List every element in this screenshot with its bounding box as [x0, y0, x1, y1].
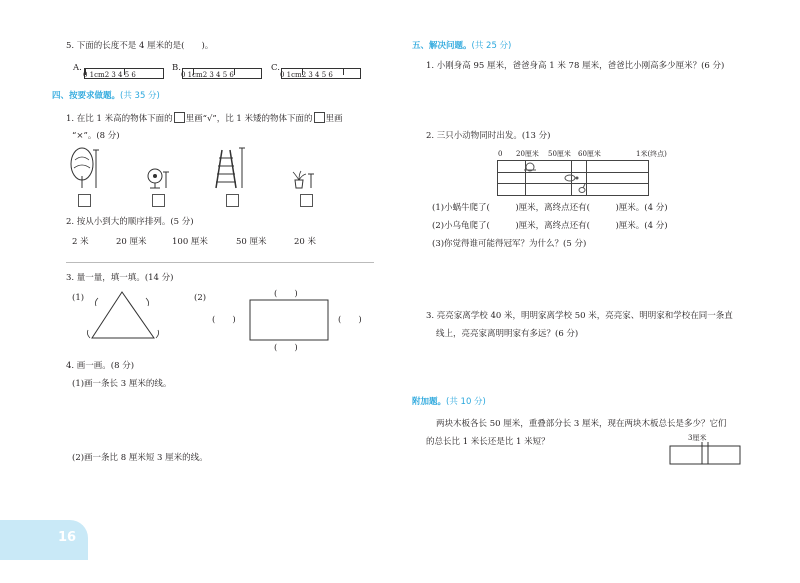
- answer-checkbox-fan[interactable]: [152, 194, 165, 207]
- track-label: 50厘米: [548, 150, 571, 158]
- blank-paren[interactable]: ( ): [212, 315, 236, 325]
- problem-2: 2. 三只小动物同时出发。(13 分): [426, 131, 551, 141]
- order-item: 20 米: [294, 237, 317, 247]
- rectangle-figure: [244, 296, 334, 344]
- ruler-ticks: 0 1cm2 3 4 5 6: [83, 71, 136, 79]
- blank-paren[interactable]: ( ): [274, 343, 298, 353]
- question-1-line1: 1. 在比 1 米高的物体下面的 里画“√”，比 1 米矮的物体下面的 里画: [66, 114, 343, 124]
- answer-checkbox-ladder[interactable]: [226, 194, 239, 207]
- blank-box-icon: [174, 112, 185, 123]
- problem-3-line2: 线上，亮亮家离明明家有多远？(6 分): [436, 329, 579, 339]
- question-5: 5. 下面的长度不是 4 厘米的是( )。: [66, 41, 214, 51]
- bonus-title: 附加题。(共 10 分): [412, 397, 486, 407]
- objects-illustration: [66, 146, 386, 198]
- track-label: 1米(终点): [636, 150, 667, 158]
- question-4: 4. 画一画。(8 分): [66, 361, 135, 371]
- blank-box-icon: [314, 112, 325, 123]
- plant-icon: [293, 171, 314, 188]
- triangle-figure: [84, 288, 164, 348]
- question-3: 3. 量一量，填一填。(14 分): [66, 273, 174, 283]
- bonus-line1: 两块木板各长 50 厘米，重叠部分长 3 厘米，现在两块木板总长是多少？它们: [436, 419, 727, 429]
- option-label: C.: [271, 63, 280, 73]
- fan-icon: [148, 169, 169, 188]
- rabbit-icon: [579, 184, 585, 193]
- track-label: 20厘米: [516, 150, 539, 158]
- figure-2-label: (2): [194, 293, 207, 303]
- question-1-line2: “×”。(8 分): [72, 131, 120, 141]
- turtle-icon: [565, 175, 579, 181]
- answer-checkbox-tree[interactable]: [78, 194, 91, 207]
- problem-3-line1: 3. 亮亮家离学校 40 米，明明家离学校 50 米，亮亮家、明明家和学校在同一条直: [426, 311, 733, 321]
- problem-1: 1. 小刚身高 95 厘米，爸爸身高 1 米 78 厘米，爸爸比小刚高多少厘米？(6 分): [426, 61, 725, 71]
- bonus-line2: 的总长比 1 米长还是比 1 米短？: [426, 437, 550, 447]
- problem-2-sub2: (2)小乌龟爬了( )厘米，离终点还有( )厘米。(4 分): [432, 221, 668, 231]
- boards-figure: [668, 440, 744, 468]
- animals-illustration: [520, 160, 600, 200]
- question-2: 2. 按从小到大的顺序排列。(5 分): [66, 217, 194, 227]
- track-label: 0: [498, 150, 503, 158]
- section-4-title: 四、按要求做题。(共 35 分): [52, 91, 160, 101]
- blank-paren[interactable]: ( ): [274, 289, 298, 299]
- ruler-ticks: 0 1cm2 3 4 5 6: [181, 71, 234, 79]
- answer-line: [66, 262, 374, 263]
- option-label: A.: [73, 63, 82, 73]
- snail-icon: [524, 163, 536, 171]
- problem-2-sub1: (1)小蜗牛爬了( )厘米，离终点还有( )厘米。(4 分): [432, 203, 668, 213]
- ladder-icon: [216, 148, 245, 188]
- overlap-label: 3厘米: [688, 434, 707, 442]
- page-number: 16: [58, 530, 77, 545]
- order-item: 2 米: [72, 237, 89, 247]
- ruler-ticks: 0 1cm2 3 4 5 6: [280, 71, 333, 79]
- order-item: 50 厘米: [236, 237, 267, 247]
- page-number-tab: [0, 520, 88, 560]
- question-4-sub1: (1)画一条长 3 厘米的线。: [72, 379, 172, 389]
- order-item: 20 厘米: [116, 237, 147, 247]
- section-5-title: 五、解决问题。(共 25 分): [412, 41, 512, 51]
- track-label: 60厘米: [578, 150, 601, 158]
- answer-checkbox-plant[interactable]: [300, 194, 313, 207]
- order-item: 100 厘米: [172, 237, 208, 247]
- problem-2-sub3: (3)你觉得谁可能得冠军？为什么？(5 分): [432, 239, 587, 249]
- blank-paren[interactable]: ( ): [338, 315, 362, 325]
- tree-icon: [71, 148, 99, 188]
- figure-1-label: (1): [72, 293, 85, 303]
- option-label: B.: [172, 63, 181, 73]
- question-4-sub2: (2)画一条比 8 厘米短 3 厘米的线。: [72, 453, 208, 463]
